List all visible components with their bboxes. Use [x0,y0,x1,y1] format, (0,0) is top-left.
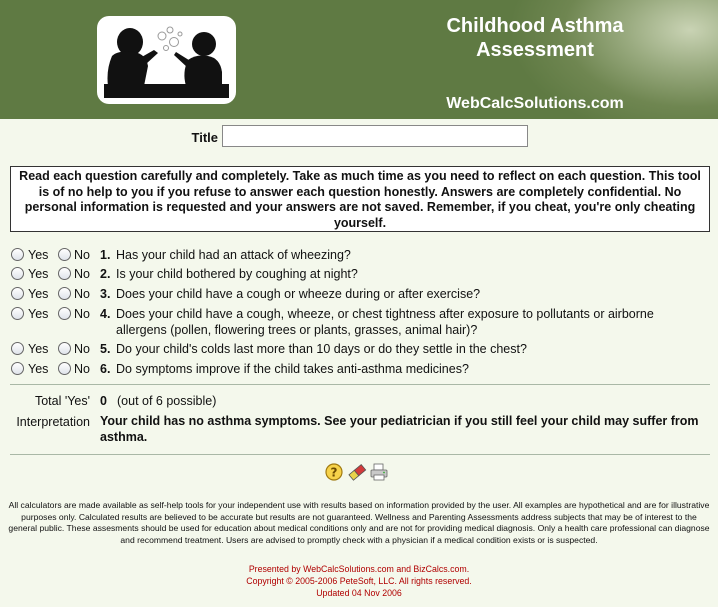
question-text: Do symptoms improve if the child takes anti-asthma medicines? [116,362,469,376]
app-title: Childhood Asthma Assessment [446,15,624,61]
question-text: Has your child had an attack of wheezing? [116,248,351,262]
no-label: No [74,287,90,301]
divider [10,384,710,385]
no-radio[interactable] [58,248,71,261]
total-value: 0 [100,394,107,408]
disclaimer-text: All calculators are made available as self-help tools for your independent use with results based on information provided by the user. All examples are hypothetical and are for illustrative purposes only. Calculated results are believed to be accurate but results are not guaranteed. Wellness and Parenting Assessments address subjects that may be of interest to the general public. These assesments should be used for education about medical conditions only and are not for providing medical diagnosis. Only a health care professional can diagnose and recommend treatment. Users are advised to promptly check with a physician if a medical condition exists or is suspected. [8,500,710,545]
parent-child-silhouette-icon [104,22,229,98]
no-radio[interactable] [58,307,71,320]
title-input[interactable] [222,125,528,147]
question-number: 6. [100,362,111,376]
yes-label: Yes [28,267,49,281]
updated-date: Updated 04 Nov 2006 [316,588,402,598]
question-text: Does your child have a cough or wheeze during or after exercise? [116,287,481,301]
question-number: 4. [100,307,111,321]
interpretation-label: Interpretation [16,415,90,429]
no-label: No [74,307,90,321]
no-radio[interactable] [58,342,71,355]
presented-by: Presented by WebCalcSolutions.com and BizCalcs.com. [248,564,470,574]
no-radio[interactable] [58,267,71,280]
total-possible: (out of 6 possible) [117,394,217,408]
no-label: No [74,267,90,281]
copyright: Copyright © 2005-2006 PeteSoft, LLC. All rights reserved. [246,576,472,586]
header-banner [0,0,718,119]
question-number: 1. [100,248,111,262]
yes-radio[interactable] [11,248,24,261]
yes-radio[interactable] [11,342,24,355]
site-name: WebCalcSolutions.com [446,95,624,112]
no-radio[interactable] [58,287,71,300]
eraser-icon[interactable] [347,463,365,481]
title-label: Title [191,130,218,145]
question-text: Do your child's colds last more than 10 days or do they settle in the chest? [116,342,527,356]
question-number: 2. [100,267,111,281]
question-text: Is your child bothered by coughing at night? [116,267,358,281]
yes-radio[interactable] [11,287,24,300]
no-radio[interactable] [58,362,71,375]
question-number: 5. [100,342,111,356]
total-label: Total 'Yes' [34,394,90,408]
interpretation-text: Your child has no asthma symptoms. See your pediatrician if you still feel your child may suffer from asthma. [100,414,699,444]
printer-icon[interactable] [370,463,388,481]
question-text: Does your child have a cough, wheeze, or chest tightness after exposure to pollutants or airborne allergens (pollen, flowering trees or plants, grasses, animal hair)? [116,307,654,337]
no-label: No [74,362,90,376]
logo [97,16,236,104]
yes-label: Yes [28,307,49,321]
yes-label: Yes [28,248,49,262]
divider [10,454,710,455]
svg-text:?: ? [330,465,338,480]
question-number: 3. [100,287,111,301]
yes-radio[interactable] [11,267,24,280]
yes-radio[interactable] [11,362,24,375]
yes-label: Yes [28,342,49,356]
yes-radio[interactable] [11,307,24,320]
yes-label: Yes [28,362,49,376]
no-label: No [74,342,90,356]
instructions-box: Read each question carefully and completely. Take as much time as you need to reflect on each question. This tool is of no help to you if you refuse to answer each question honestly. Answers are completely confidential. No personal information is requested and your answers are not saved. Remember, if you cheat, you're only cheating yourself. [10,166,710,232]
no-label: No [74,248,90,262]
help-icon[interactable] [325,463,343,481]
yes-label: Yes [28,287,49,301]
